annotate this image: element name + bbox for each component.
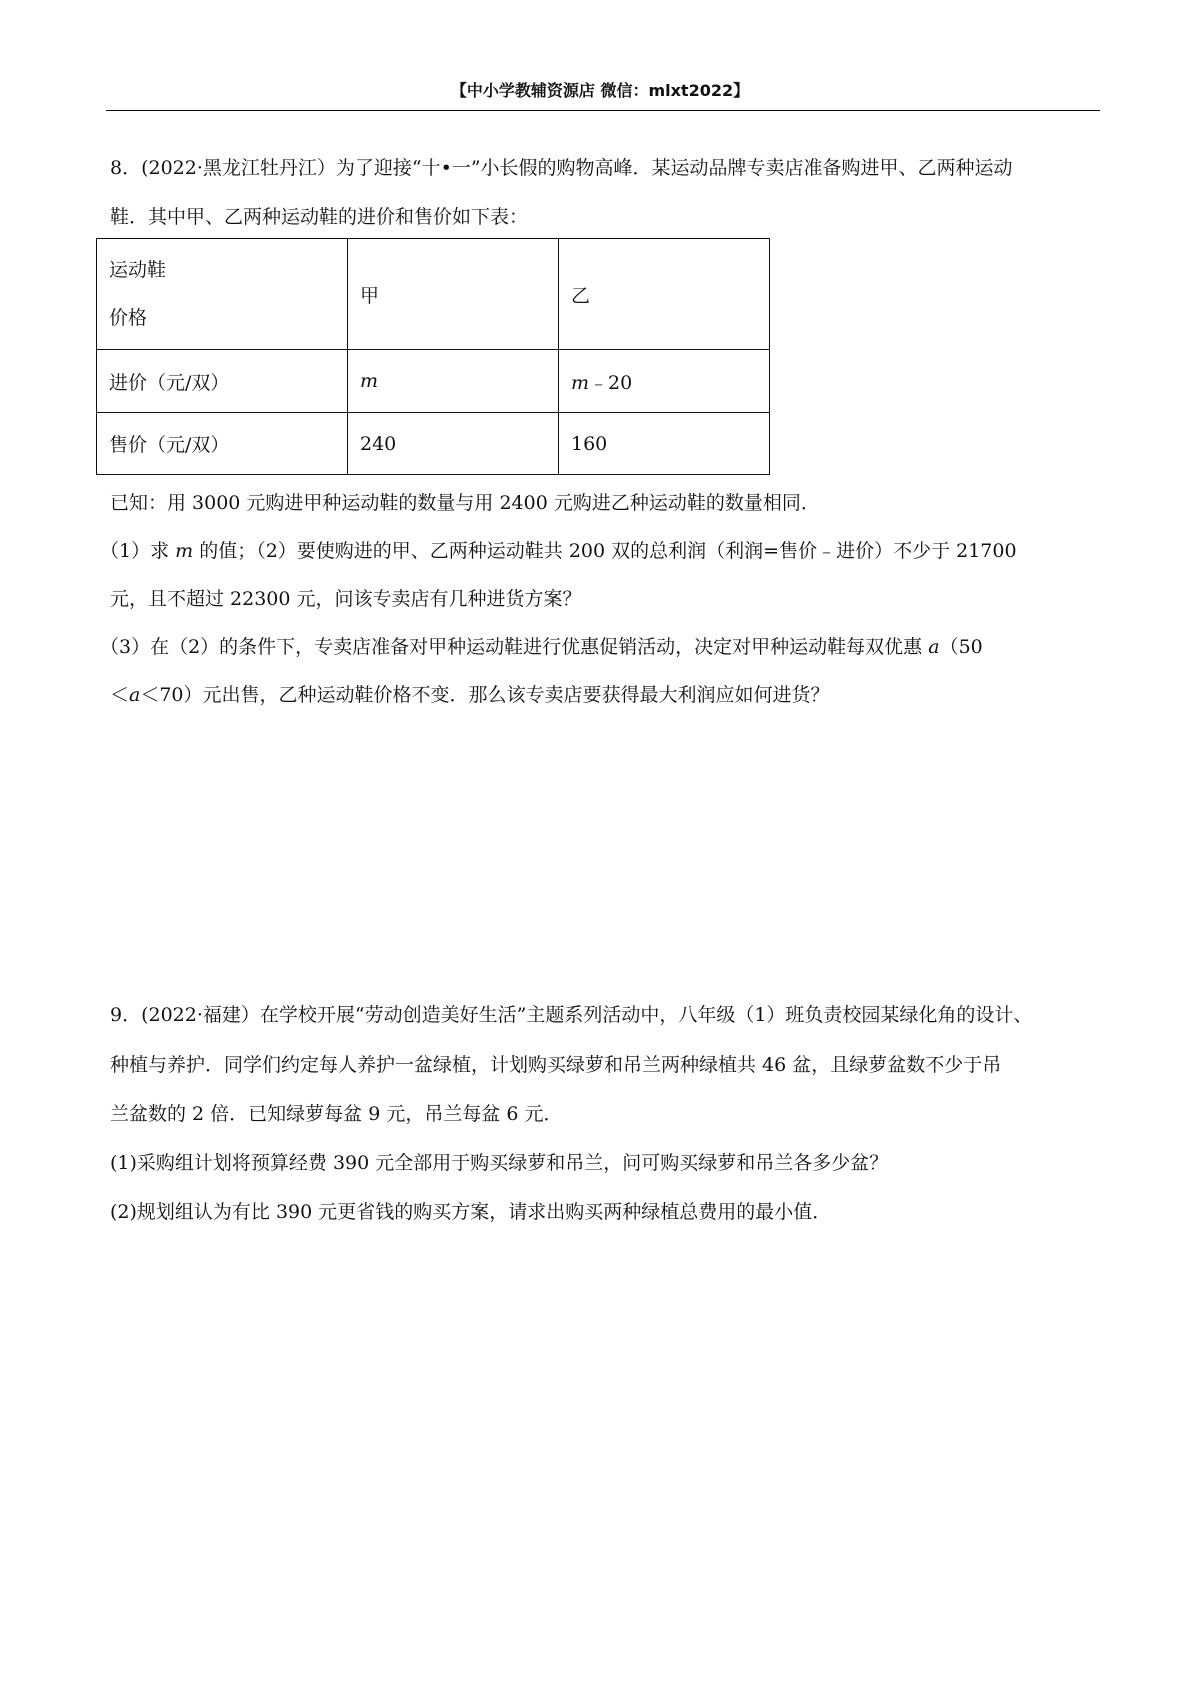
q8-line-2: 鞋．其中甲、乙两种运动鞋的进价和售价如下表： [110,206,529,228]
q9-line-4: (1)采购组计划将预算经费 390 元全部用于购买绿萝和吊兰，问可购买绿萝和吊兰各多少盆？ [110,1152,889,1174]
q8-line-6 [100,634,983,660]
q8-line-4-var: m [175,540,194,562]
price-table [96,238,770,475]
q8-line-4 [100,538,1017,564]
cost-a-var: m [360,370,379,392]
q8-line-7-post: ＜70）元出售，乙种运动鞋价格不变．那么该专卖店要获得最大利润应如何进货？ [140,684,830,706]
q9-line-3: 兰盆数的 2 倍．已知绿萝每盆 9 元，吊兰每盆 6 元． [110,1103,563,1125]
q8-line-6-pre: （3）在（2）的条件下，专卖店准备对甲种运动鞋进行优惠促销活动，决定对甲种运动鞋每双优惠 [100,636,929,658]
table-corner-cell [97,239,348,350]
q8-line-7-pre: ＜ [110,684,130,706]
header-rule [106,110,1100,111]
corner-bottom-label: 价格 [109,307,148,329]
q8-line-3: 已知：用 3000 元购进甲种运动鞋的数量与用 2400 元购进乙种运动鞋的数量相同． [110,492,820,514]
q8-line-6-post: （50 [939,636,983,658]
q8-line-6-var: a [928,636,940,658]
table-row [97,413,770,475]
row-label-cost: 进价（元/双） [97,350,348,413]
table-row [97,350,770,413]
col-header-a: 甲 [348,239,559,350]
cost-b-cell [559,350,770,413]
page-header: 【中小学教辅资源店 微信：mlxt2022】 [450,81,750,100]
q9-line-1: 9．(2022·福建）在学校开展“劳动创造美好生活”主题系列活动中，八年级（1）班负责校园某绿化角的设计、 [110,1004,1033,1026]
col-header-b: 乙 [559,239,770,350]
q8-line-7-var: a [129,684,141,706]
cost-b-var: m [571,371,590,394]
q8-line-5: 元，且不超过 22300 元，问该专卖店有几种进货方案？ [110,588,582,610]
table-row [97,239,770,350]
row-label-price: 售价（元/双） [97,413,348,475]
price-a-cell: 240 [348,413,559,475]
q8-line-4-post: 的值；（2）要使购进的甲、乙两种运动鞋共 200 双的总利润（利润=售价﹣进价）不少于 21700 [193,540,1017,562]
q8-line-7 [110,682,830,708]
corner-top-label: 运动鞋 [109,259,167,281]
q9-line-2: 种植与养护．同学们约定每人养护一盆绿植，计划购买绿萝和吊兰两种绿植共 46 盆，且绿萝盆数不少于吊 [110,1054,1002,1076]
q9-line-5: (2)规划组认为有比 390 元更省钱的购买方案，请求出购买两种绿植总费用的最小值． [110,1201,832,1223]
price-b-cell: 160 [559,413,770,475]
q8-line-4-pre: （1）求 [100,540,176,562]
cost-b-rest: ﹣20 [589,371,633,394]
cost-a-cell [348,350,559,413]
q8-line-1: 8．(2022·黑龙江牡丹江）为了迎接“十•一”小长假的购物高峰．某运动品牌专卖店准备购进甲、乙两种运动 [110,157,1013,179]
